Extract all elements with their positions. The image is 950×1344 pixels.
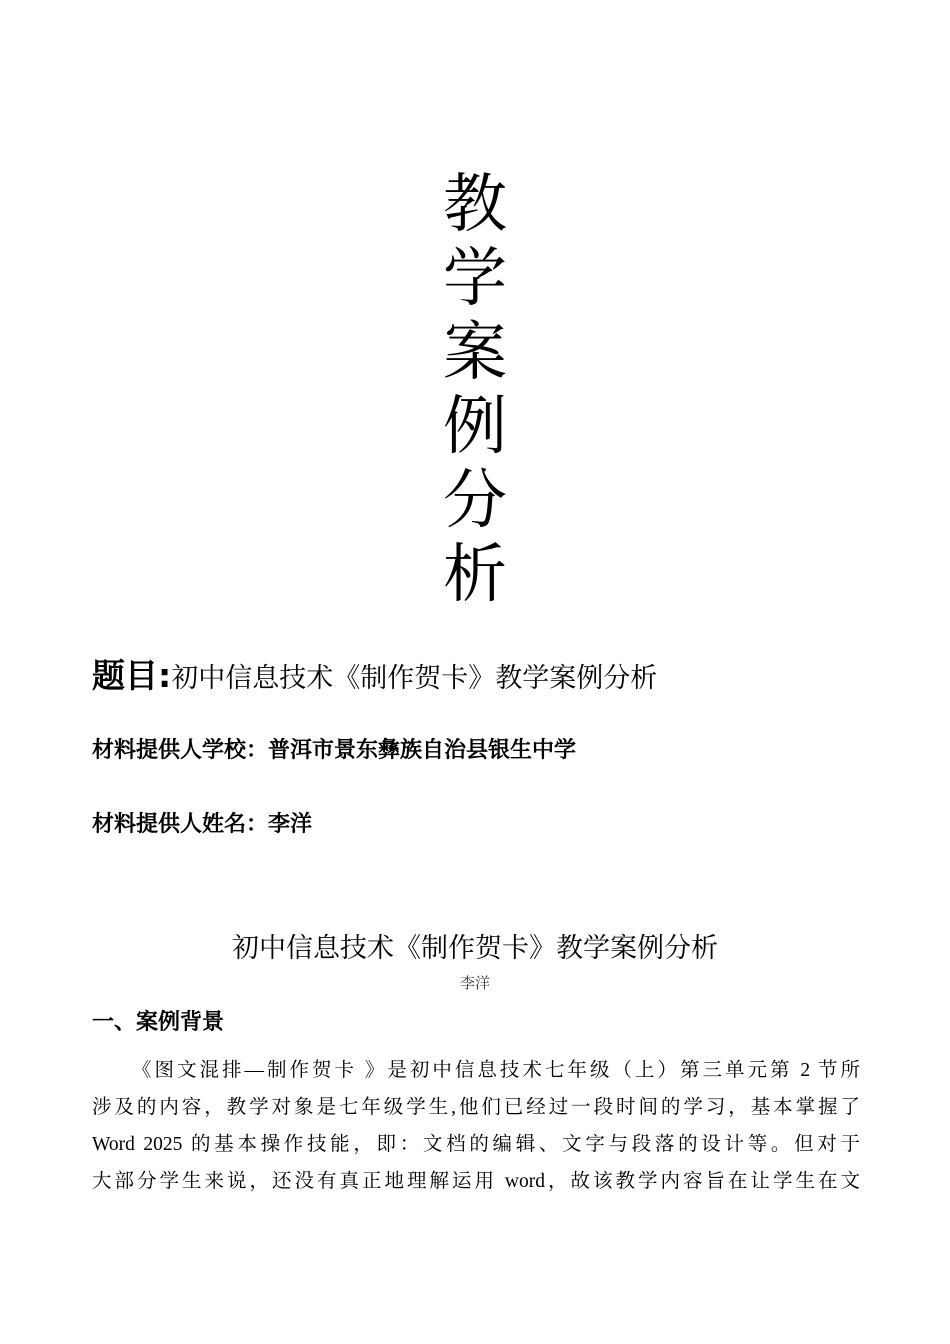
cover-title-char: 析 <box>443 538 507 612</box>
background-paragraph <box>92 1052 860 1200</box>
cover-title-char: 教 <box>443 168 507 242</box>
section-heading-background: 一、案例背景 <box>92 1010 225 1035</box>
cover-title-char: 学 <box>443 242 507 316</box>
cover-title <box>0 168 950 612</box>
cover-title-char: 例 <box>443 390 507 464</box>
paragraph-line: 涉及的内容，教学对象是七年级学生,他们已经过一段时间的学习，基本掌握了 <box>92 1097 860 1118</box>
provider-name: 材料提供人姓名：李洋 <box>92 812 313 837</box>
topic-label: 题目: <box>92 656 172 695</box>
cover-title-char: 分 <box>443 464 507 538</box>
paragraph-line: 大部分学生来说，还没有真正地理解运用 word，故该教学内容旨在让学生在文 <box>92 1171 860 1192</box>
article-author: 李洋 <box>459 974 490 992</box>
topic-value: 初中信息技术《制作贺卡》教学案例分析 <box>171 663 658 694</box>
cover-title-char: 案 <box>443 316 507 390</box>
paragraph-line: 《图文混排—制作贺卡 》是初中信息技术七年级（上）第三单元第 2 节所 <box>132 1060 860 1081</box>
provider-school: 材料提供人学校：普洱市景东彝族自治县银生中学 <box>92 738 577 763</box>
topic-line <box>92 650 657 697</box>
article-title: 初中信息技术《制作贺卡》教学案例分析 <box>232 933 718 964</box>
paragraph-line: Word 2025 的基本操作技能，即：文档的编辑、文字与段落的设计等。但对于 <box>92 1134 860 1155</box>
